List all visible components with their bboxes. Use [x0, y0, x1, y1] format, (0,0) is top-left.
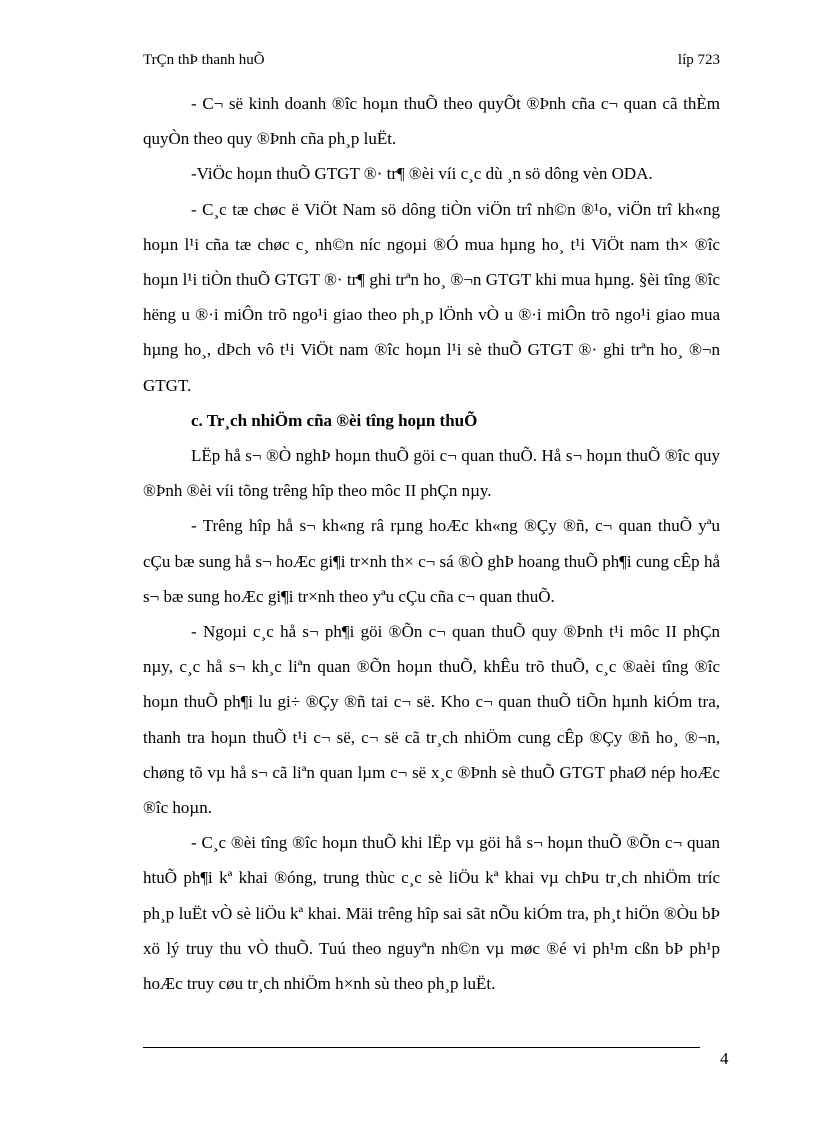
paragraph-2: -ViÖc hoµn thuÕ GTGT ®· tr¶ ®èi víi c¸c dù ¸n sö dông vèn ODA.: [191, 164, 653, 184]
section-heading: c. Tr¸ch nhiÖm cña ®èi tîng hoµn thuÕ: [191, 410, 478, 430]
document-body: [143, 86, 720, 1001]
footer-divider: [143, 1047, 700, 1048]
paragraph-7: - C¸c ®èi tîng ®îc hoµn thuÕ khi lËp vµ göi hå s¬ hoµn thuÕ ®Õn c¬ quan htuÕ ph¶i kª khai ®óng, trung thùc c¸c sè liÖu kª khai vµ chÞu tr¸ch nhiÖm tríc ph¸p luËt vÒ sè liÖu kª khai. Mäi trêng hîp sai sãt nÕu kiÓm tra, ph¸t hiÖn ®Òu bÞ xö lý truy thu vÒ thuÕ. Tuú theo nguyªn nh©n vµ møc ®é vi ph¹m cßn bÞ ph¹p hoÆc truy cøu tr¸ch nhiÖm h×nh sù theo ph¸p luËt.: [143, 833, 720, 994]
paragraph-6: - Ngoµi c¸c hå s¬ ph¶i göi ®Õn c¬ quan thuÕ quy ®Þnh t¹i môc II phÇn nµy, c¸c hå s¬ kh¸c liªn quan ®Õn hoµn thuÕ, khÊu trõ thuÕ, c¸c ®aèi tîng ®îc hoµn thuÕ ph¶i lu gi÷ ®Çy ®ñ tai c¬ së. Kho c¬ quan thuÕ tiÕn hµnh kiÓm tra, thanh tra hoµn thuÕ t¹i c¬ së, c¬ së cã tr¸ch nhiÖm cung cÊp ®Çy ®ñ ho¸ ®¬n, chøng tõ vµ hå s¬ cã liªn quan lµm c¬ së x¸c ®Þnh sè thuÕ GTGT phaØ nép hoÆc ®îc hoµn.: [143, 622, 720, 818]
paragraph-3: - C¸c tæ chøc ë ViÖt Nam sö dông tiÒn viÖn trî nh©n ®¹o, viÖn trî kh«ng hoµn l¹i cña tæ chøc c¸ nh©n níc ngoµi ®Ó mua hµng ho¸ t¹i ViÖt nam th× ®îc hoµn l¹i tiÒn thuÕ GTGT ®· tr¶ ghi trªn ho¸ ®¬n GTGT khi mua hµng. §èi tîng ®îc hëng u ®·i miÔn trõ ngo¹i giao theo ph¸p lÖnh vÒ u ®·i miÔn trõ ngo¹i giao mua hµng ho¸, dÞch vô t¹i ViÖt nam ®îc hoµn l¹i sè thuÕ GTGT ®· ghi trªn ho¸ ®¬n GTGT.: [143, 199, 720, 395]
paragraph-5: - Trêng hîp hå s¬ kh«ng râ rµng hoÆc kh«ng ®Çy ®ñ, c¬ quan thuÕ yªu cÇu bæ sung hå s¬ hoÆc gi¶i tr×nh th× c¬ sá ®Ò ghÞ hoang thuÕ ph¶i cung cÊp hå s¬ bæ sung hoÆc gi¶i tr×nh theo yªu cÇu cña c¬ quan thuÕ.: [143, 516, 720, 606]
page-number: 4: [720, 1049, 729, 1068]
paragraph-4: LËp hå s¬ ®Ò nghÞ hoµn thuÕ göi c¬ quan thuÕ. Hå s¬ hoµn thuÕ ®îc quy ®Þnh ®èi víi tõng trêng hîp theo môc II phÇn nµy.: [143, 446, 720, 501]
header-class: líp 723: [677, 52, 720, 68]
page-header: [143, 52, 720, 74]
header-author: TrÇn thÞ thanh huÕ: [143, 52, 265, 68]
paragraph-1: - C¬ së kinh doanh ®îc hoµn thuÕ theo quyÕt ®Þnh cña c¬ quan cã thÈm quyÒn theo quy ®Þnh cña ph¸p luËt.: [143, 94, 720, 149]
